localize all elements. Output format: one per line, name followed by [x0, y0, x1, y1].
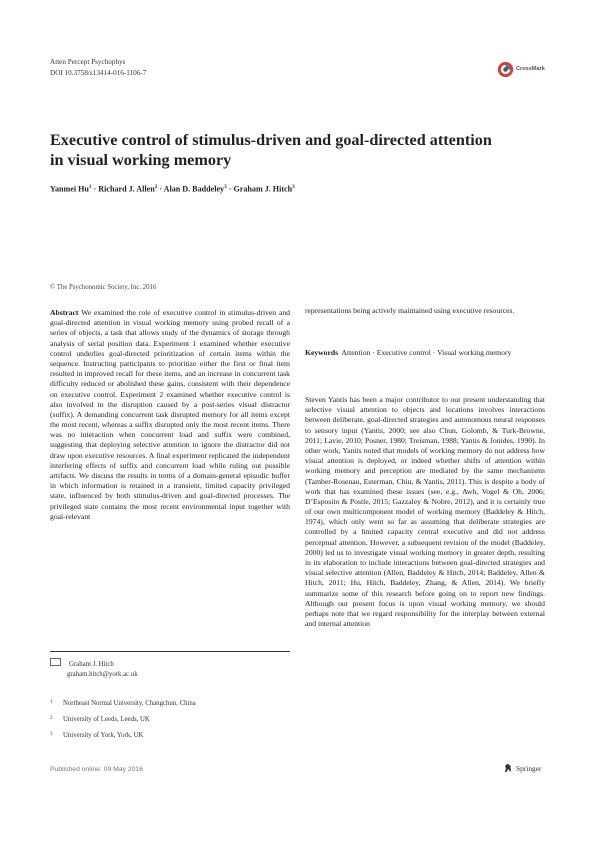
author-name[interactable]: Yanmei Hu	[50, 184, 89, 194]
affiliation-number: 3	[50, 732, 53, 737]
author-affiliation-mark: 3	[224, 184, 227, 190]
crossmark-icon	[497, 61, 514, 78]
affiliation-item	[50, 732, 143, 739]
author-name[interactable]: Alan D. Baddeley	[163, 184, 225, 194]
copyright-notice: © The Psychonomic Society, Inc. 2016	[50, 284, 157, 291]
author-name[interactable]: Richard J. Allen	[98, 184, 155, 194]
introduction-text	[305, 395, 545, 629]
published-date: Published online: 09 May 2016	[50, 766, 143, 773]
springer-horse-icon	[503, 763, 513, 773]
author-name[interactable]: Graham J. Hitch	[233, 184, 293, 194]
affiliation-number: 2	[50, 716, 53, 721]
abstract-continuation-text: representations being actively maintained using executive resources.	[305, 306, 515, 315]
affiliation-item	[50, 716, 150, 723]
author-affiliation-mark: 2	[154, 184, 158, 190]
title-line-1: Executive control of stimulus-driven and goal-directed attention	[50, 131, 492, 149]
author-separator: ·	[228, 184, 234, 194]
crossmark-label: CrossMark	[516, 66, 545, 72]
keywords-text: Attention · Executive control · Visual working memory	[341, 348, 512, 357]
envelope-icon	[50, 658, 61, 666]
abstract-label: Abstract	[50, 308, 79, 317]
article-title	[50, 130, 550, 170]
affiliation-number: 1	[50, 700, 53, 705]
springer-logo	[503, 763, 541, 773]
author-list	[50, 184, 295, 194]
corresponding-author	[50, 658, 138, 680]
springer-wordmark: Springer	[516, 763, 542, 773]
affiliation-text: Northeast Normal University, Changchun, China	[63, 700, 196, 707]
footnote-divider	[50, 651, 290, 652]
crossmark-badge[interactable]	[497, 59, 547, 79]
keywords-label: Keywords	[305, 348, 339, 357]
abstract-continuation	[305, 306, 545, 316]
author-affiliation-mark: 1	[88, 184, 92, 190]
journal-header	[50, 57, 146, 79]
author-affiliation-mark: 3	[292, 184, 295, 190]
abstract-block	[50, 308, 290, 522]
abstract-text: We examined the role of executive control in stimulus-driven and goal-directed attention in visual working memory using probed recall of a series of objects, a task that allows study of the dynamics of storage through analysis of serial position data. Experiment 1 examined whether executive control underlies goal-directed prioritization of certain items within the sequence. Instructing participants to prioritize either the first or final item resulted in improved recall for these items, and an increase in concurrent task difficulty reduced or abolished these gains, consistent with their dependence on executive control. Experiment 2 examined whether executive control is also involved in the disruption caused by a post-series visual distractor (suffix). A demanding concurrent task disrupted memory for all items except the most recent, whereas a suffix disrupted only the most recent items. There was no interaction when concurrent load and suffix were combined, suggesting that deploying selective attention to ignore the distractor did not draw upon executive resources. A final experiment replicated the independent interfering effects of suffix and concurrent load while ruling out possible artifacts. We discuss the results in terms of a domain-general episodic buffer in which information is retained in a transient, limited capacity privileged state, influenced by both stimulus-driven and goal-directed processes. The privileged state contains the most recent environmental input together with goal-relevant	[50, 308, 291, 521]
intro-paragraph: Steven Yantis has been a major contributor to our present understanding that selective visual attention to objects and locations involves interactions between deliberate, goal-directed strategies and autonomous neural responses to sensory input (Yantis, 2000; see also Chun, Golomb, & Turk-Browne, 2011; Lavie, 2010; Posner, 1980; Treisman, 1988; Yantis & Jonides, 1990). In other work, Yantis noted that models of working memory do not address how visual attention is deployed, or indeed whether shifts of attention within working memory and perception are mediated by the same mechanisms (Tamber-Rosenau, Esterman, Chiu, & Yantis, 2011). This is despite a body of work that has examined these issues (see, e.g., Awh, Vogel & Oh, 2006; D’Esposito & Postle, 2015; Gazzaley & Nobre, 2012), and it is certainly true of our own multicomponent model of working memory (Baddeley & Hitch, 1974), which only went so far as assuming that deliberate strategies are controlled by a limited capacity central executive and did not address perceptual attention. However, a subsequent revision of the model (Baddeley, 2000) led us to investigate visual working memory in greater depth, resulting in its elaboration to include interactions between goal-directed strategies and visual selective attention (Allen, Baddeley & Hitch, 2014; Baddeley, Allen & Hitch, 2011; Hu, Hitch, Baddeley, Zhang, & Allen, 2014). We briefly summarize some of this research before going on to report new findings. Although our present focus is upon visual working memory, we should perhaps note that we regard responsibility for the interplay between external and internal attention	[305, 395, 545, 629]
title-line-2: in visual working memory	[50, 151, 232, 169]
doi: DOI 10.3758/s13414-016-1106-7	[50, 69, 147, 77]
affiliation-text: University of York, York, UK	[63, 732, 144, 739]
author-separator: ·	[159, 184, 164, 194]
affiliation-text: University of Leeds, Leeds, UK	[63, 716, 150, 723]
author-separator: ·	[93, 184, 99, 194]
keywords-block	[305, 348, 545, 358]
contact-email[interactable]: graham.hitch@york.ac.uk	[67, 671, 138, 678]
contact-name: Graham J. Hitch	[69, 661, 114, 668]
journal-name: Atten Percept Psychophys	[50, 58, 126, 66]
affiliation-item	[50, 700, 196, 707]
